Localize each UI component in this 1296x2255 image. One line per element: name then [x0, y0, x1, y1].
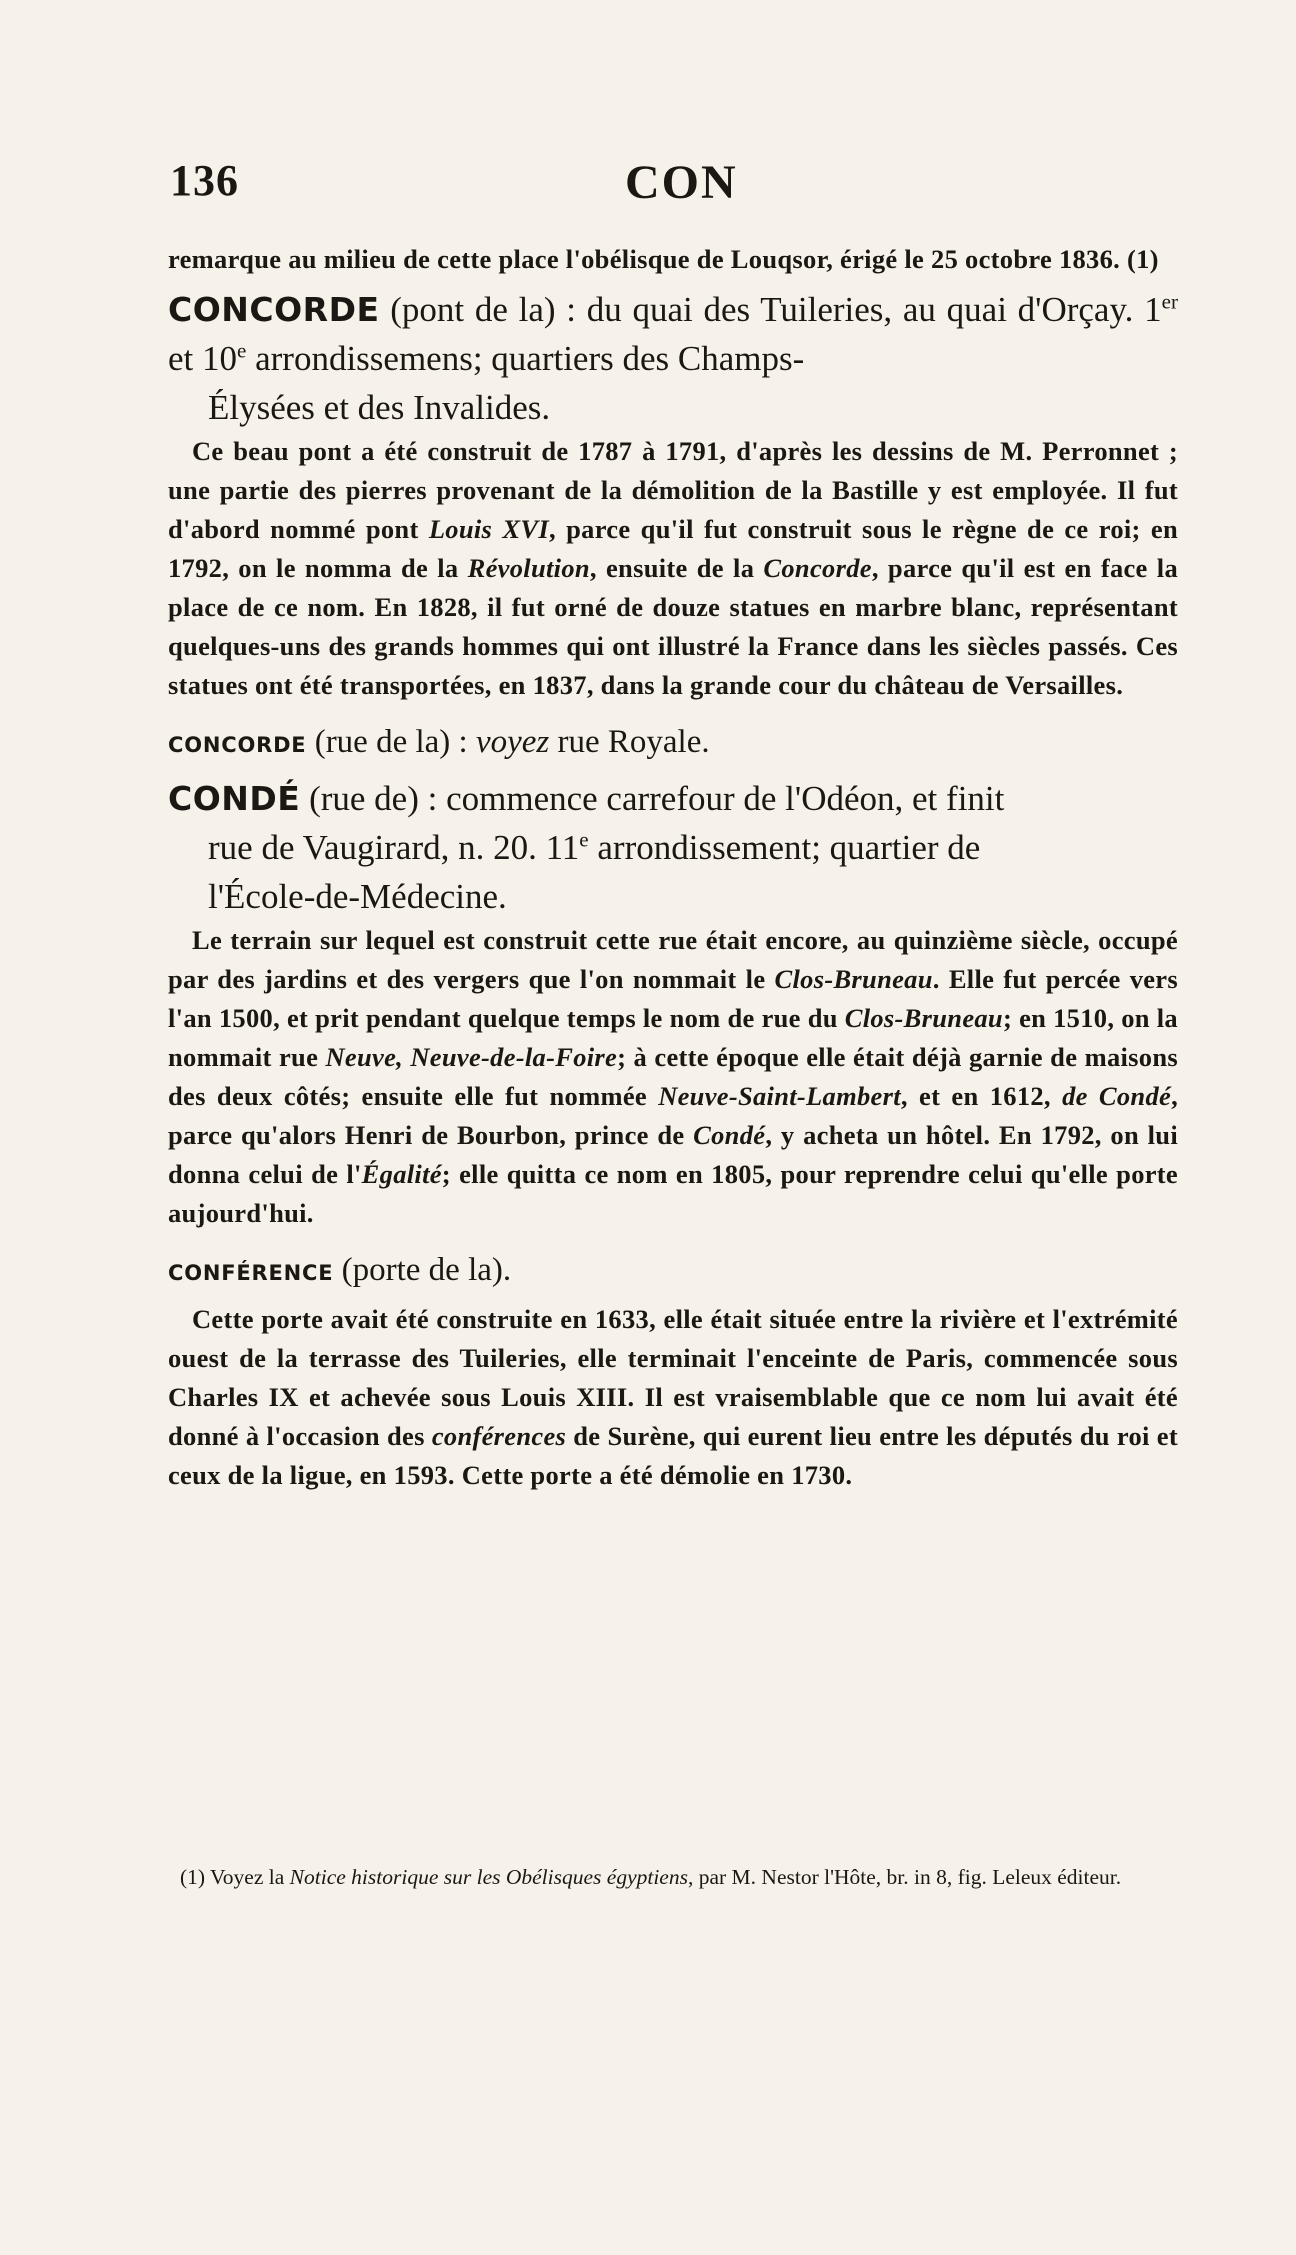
italic-text: Révolution [467, 553, 590, 583]
italic-text: Clos-Bruneau [774, 964, 933, 994]
entry-title-text: l'École-de-Médecine. [208, 877, 507, 916]
footnote-part: (1) Voyez la [180, 1865, 290, 1889]
italic-text: de Condé [1062, 1081, 1172, 1111]
footnote-text [180, 1860, 1180, 1894]
italic-text: Neuve-Saint-Lambert [658, 1081, 901, 1111]
entry-title-text: rue Royale. [549, 724, 710, 760]
italic-text: voyez [475, 724, 550, 760]
italic-text: Clos-Bruneau [844, 1003, 1003, 1033]
italic-text: Louis XVI [428, 514, 549, 544]
body-text: , parce qu'alors Henri de Bourbon, prince de [168, 1081, 1178, 1150]
italic-text: Égalité [361, 1159, 442, 1189]
entry-title-text: (rue de) : commence carrefour de l'Odéon, et finit [300, 779, 1005, 818]
superscript: er [1161, 289, 1178, 314]
footnote [180, 1860, 1180, 1894]
italic-text: conférences [431, 1421, 567, 1451]
running-head: CON [625, 156, 738, 209]
body-text: Le terrain sur lequel est construit cette rue était encore, au quinzième siècle, occupé par des jardins et des vergers que l'on nommait le [168, 925, 1178, 994]
body-text: Ce beau pont a été construit de 1787 à 1791, d'après les dessins de M. Perronnet ; une partie des pierres provenant de la démolition de la Bastille y est employée. Il fut d'abord nommé pont [168, 436, 1178, 544]
page-header [170, 155, 1160, 215]
body-text: , parce qu'il fut construit sous le règne de ce roi; en 1792, on le nomma de la [168, 514, 1178, 583]
body-text: ; elle quitta ce nom en 1805, pour reprendre celui qu'elle porte aujourd'hui. [168, 1159, 1178, 1228]
continuation-paragraph: remarque au milieu de cette place l'obélisque de Louqsor, érigé le 25 octobre 1836. (1) [168, 244, 1159, 274]
entry-title-text: (rue de la) : [306, 724, 476, 760]
entry-concorde-rue [168, 719, 1178, 768]
superscript: e [579, 827, 589, 852]
footnote-part: , par M. Nestor l'Hôte, br. in 8, fig. Leleux éditeur. [687, 1865, 1122, 1889]
body-text: Cette porte avait été construite en 1633, elle était située entre la rivière et l'extrémité ouest de la terrasse des Tuileries, elle terminait l'enceinte de Paris, commencée sous Charles IX et achevée sous Louis XIII. Il est vraisemblable que ce nom lui avait été donné à l'occasion des [168, 1304, 1178, 1451]
entry-heading [168, 285, 1178, 432]
page-number: 136 [170, 156, 239, 205]
entry-title-text: rue de Vaugirard, n. 20. 11 [208, 828, 580, 867]
body-text: , y acheta un hôtel. En 1792, on lui donna celui de l' [168, 1120, 1179, 1189]
entry-title-text: Élysées et des Invalides. [208, 388, 551, 427]
entry-title-text: arrondissemens; quartiers des Champs- [246, 339, 805, 378]
headword: CONCORDE [168, 290, 380, 329]
body-text: . Elle fut percée vers l'an 1500, et prit pendant quelque temps le nom de rue du [168, 964, 1178, 1033]
entry-title-text: et 10 [168, 339, 238, 378]
page-content [168, 240, 1178, 1495]
headword: CONCORDE [168, 733, 307, 757]
superscript: e [237, 338, 247, 363]
body-text: , et en 1612, [900, 1081, 1063, 1111]
italic-text: Condé [693, 1120, 766, 1150]
entry-body [168, 921, 1178, 1233]
entry-title-line [168, 823, 1178, 872]
body-text: de Surène, qui eurent lieu entre les députés du roi et ceux de la ligue, en 1593. Cette porte a été démolie en 1730. [168, 1421, 1178, 1490]
entry-concorde-pont [168, 285, 1178, 705]
entry-body [168, 1300, 1178, 1495]
entry-title-text: (porte de la). [333, 1252, 512, 1288]
entry-conference [168, 1247, 1178, 1495]
body-text: , ensuite de la [589, 553, 764, 583]
headword: CONFÉRENCE [168, 1261, 334, 1285]
italic-text: Neuve, Neuve-de-la-Foire [325, 1042, 618, 1072]
italic-text: Concorde [763, 553, 872, 583]
headword: CONDÉ [168, 779, 301, 818]
italic-text: Notice historique sur les Obélisques égyptiens [289, 1865, 688, 1889]
body-text: ; en 1510, on la nommait rue [168, 1003, 1178, 1072]
entry-heading [168, 774, 1178, 921]
entry-conde-rue [168, 774, 1178, 1233]
entry-title-text: arrondissement; quartier de [588, 828, 981, 867]
body-text: ; à cette époque elle était déjà garnie de maisons des deux côtés; ensuite elle fut nommée [168, 1042, 1178, 1111]
entry-heading [168, 1247, 1178, 1296]
body-text: , parce qu'il est en face la place de ce nom. En 1828, il fut orné de douze statues en marbre blanc, représentant quelques-uns des grands hommes qui ont illustré la France dans les siècles passés. Ces statues ont été transportées, en 1837, dans la grande cour du château de Versailles. [168, 553, 1178, 700]
entry-title-text: (pont de la) : du quai des Tuileries, au quai d'Orçay. 1 [379, 290, 1162, 329]
entry-body [168, 432, 1178, 705]
